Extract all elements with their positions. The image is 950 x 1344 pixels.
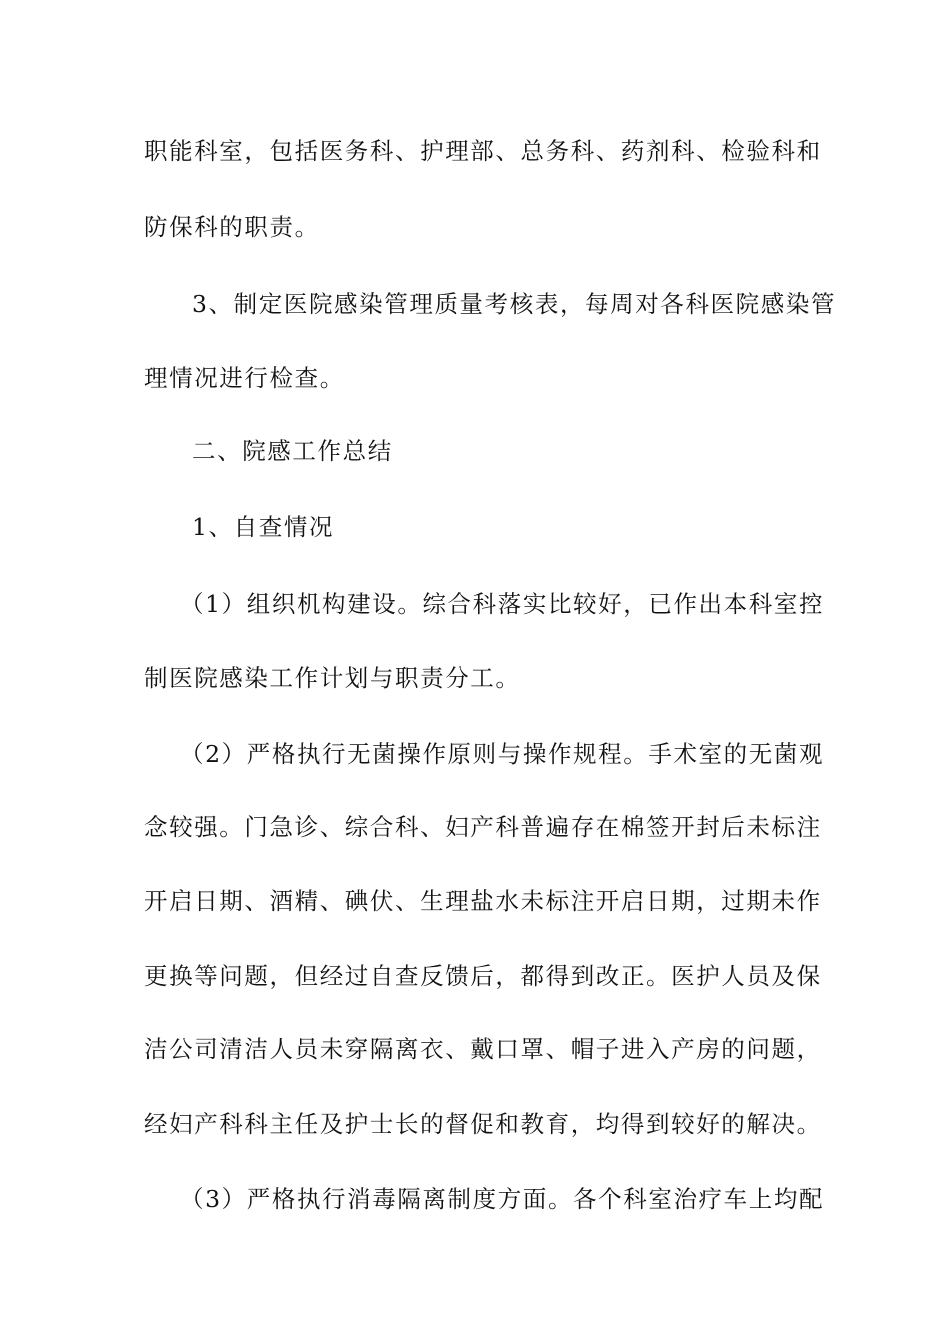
- paragraph-line: （2）严格执行无菌操作原则与操作规程。手术室的无菌观: [180, 740, 825, 768]
- paragraph-line: 经妇产科科主任及护士长的督促和教育，均得到较好的解决。: [144, 1110, 822, 1138]
- paragraph-line: 更换等问题，但经过自查反馈后，都得到改正。医护人员及保: [144, 962, 822, 990]
- paragraph-line: 3、制定医院感染管理质量考核表，每周对各科医院感染管: [192, 290, 837, 318]
- paragraph-line: 防保科的职责。: [144, 213, 320, 241]
- subsection-heading: 1、自查情况: [192, 513, 335, 541]
- paragraph-line: 念较强。门急诊、综合科、妇产科普遍存在棉签开封后未标注: [144, 813, 822, 841]
- paragraph-line: 制医院感染工作计划与职责分工。: [144, 664, 521, 692]
- paragraph-line: 洁公司清洁人员未穿隔离衣、戴口罩、帽子进入产房的问题，: [144, 1035, 822, 1063]
- paragraph-line: 开启日期、酒精、碘伏、生理盐水未标注开启日期，过期未作: [144, 887, 822, 915]
- paragraph-line: （1）组织机构建设。综合科落实比较好，已作出本科室控: [180, 590, 825, 618]
- paragraph-line: 理情况进行检查。: [144, 364, 345, 392]
- paragraph-line: 职能科室，包括医务科、护理部、总务科、药剂科、检验科和: [144, 137, 822, 165]
- section-heading: 二、院感工作总结: [192, 437, 393, 465]
- paragraph-line: （3）严格执行消毒隔离制度方面。各个科室治疗车上均配: [180, 1185, 825, 1213]
